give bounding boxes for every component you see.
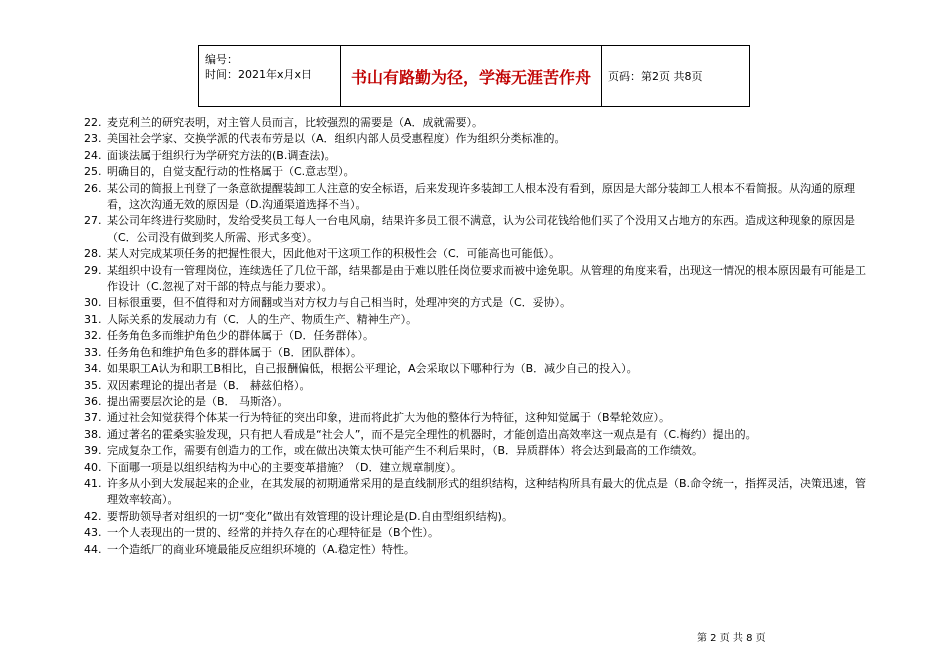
header-table (198, 45, 750, 107)
item-text: 目标很重要，但不值得和对方闹翻或当对方权力与自己相当时，处理冲突的方式是（C．妥协）。 (107, 296, 572, 310)
item-number: 26. (84, 181, 102, 195)
item-number: 39. (84, 444, 102, 458)
page-label: 页码：第2页 共8页 (608, 70, 703, 83)
item-text: 通过著名的霍桑实验发现，只有把人看成是“社会人”，而不是完全理性的机器时，才能创造出高效率这一观点是有（C.梅约）提出的。 (107, 427, 757, 441)
item-number: 36. (84, 394, 102, 408)
item-text: 面谈法属于组织行为学研究方法的(B.调查法)。 (107, 148, 336, 162)
item-number: 31. (84, 312, 102, 326)
list-item (84, 542, 874, 558)
item-text: 要帮助领导者对组织的一切“变化”做出有效管理的设计理论是(D.自由型组织结构)。 (107, 509, 513, 523)
list-item (84, 312, 874, 328)
number-label: 编号： (205, 53, 238, 66)
header-info-cell (199, 46, 341, 106)
item-text: 如果职工A认为和职工B相比，自己报酬偏低，根据公平理论，A会采取以下哪种行为（B．减少自己的投入）。 (107, 362, 638, 376)
item-text: 某组织中设有一管理岗位，连续选任了几位干部，结果都是由于难以胜任岗位要求而被中途免职。从管理的角度来看，出现这一情况的根本原因最有可能是工作设计（C.忽视了对干部的特点与能力要求）。 (107, 263, 866, 294)
list-item (84, 181, 874, 214)
item-text: 任务角色和维护角色多的群体属于（B．团队群体）。 (107, 345, 363, 359)
item-text: 提出需要层次论的是（B． 马斯洛）。 (107, 394, 289, 408)
item-number: 38. (84, 427, 102, 441)
item-text: 通过社会知觉获得个体某一行为特征的突出印象，进而将此扩大为他的整体行为特征，这种知觉属于（B晕轮效应）。 (107, 411, 671, 425)
item-number: 42. (84, 509, 102, 523)
item-number: 37. (84, 411, 102, 425)
list-item (84, 361, 874, 377)
item-text: 明确目的，自觉支配行动的性格属于（C.意志型）。 (107, 165, 355, 179)
list-item (84, 131, 874, 147)
item-text: 任务角色多而维护角色少的群体属于（D．任务群体）。 (107, 329, 374, 343)
list-item (84, 509, 874, 525)
item-text: 美国社会学家、交换学派的代表布劳是以（A．组织内部人员受惠程度）作为组织分类标准的。 (107, 132, 566, 146)
item-text: 麦克利兰的研究表明，对主管人员而言，比较强烈的需要是（A．成就需要）。 (107, 116, 484, 129)
list-item (84, 295, 874, 311)
item-number: 28. (84, 247, 102, 261)
list-item (84, 460, 874, 476)
item-number: 29. (84, 263, 102, 277)
item-number: 25. (84, 165, 102, 179)
item-text: 某公司年终进行奖励时，发给受奖员工每人一台电风扇，结果许多员工很不满意，认为公司花钱给他们买了个没用又占地方的东西。造成这种现象的原因是（C．公司没有做到奖人所需、形式多变）。 (107, 214, 855, 244)
item-text: 一个人表现出的一贯的、经常的并持久存在的心理特征是（B个性）。 (107, 526, 440, 540)
time-label: 时间：2021年x月x日 (205, 68, 313, 81)
item-number: 34. (84, 362, 102, 376)
item-text: 某人对完成某项任务的把握性很大，因此他对干这项工作的积极性会（C．可能高也可能低）。 (107, 247, 561, 261)
item-number: 35. (84, 378, 102, 392)
item-text: 完成复杂工作，需要有创造力的工作，或在做出决策太快可能产生不利后果时，（B．异质群体）将会达到最高的工作绩效。 (107, 444, 704, 458)
list-item (84, 476, 874, 509)
list-item (84, 148, 874, 164)
item-number: 24. (84, 148, 102, 162)
item-number: 23. (84, 132, 102, 146)
item-number: 33. (84, 345, 102, 359)
list-item (84, 525, 874, 541)
item-text: 许多从小到大发展起来的企业，在其发展的初期通常采用的是直线制形式的组织结构，这种结构所具有最大的优点是（B.命令统一，指挥灵活，决策迅速，管理效率较高）。 (107, 476, 867, 507)
item-number: 22. (84, 116, 102, 129)
item-number: 43. (84, 526, 102, 540)
item-number: 32. (84, 329, 102, 343)
item-text: 一个造纸厂的商业环境最能反应组织环境的（A.稳定性）特性。 (107, 542, 415, 556)
item-text: 下面哪一项是以组织结构为中心的主要变革措施？（D．建立规章制度）。 (107, 460, 462, 474)
list-item (84, 213, 874, 246)
list-item (84, 394, 874, 410)
item-number: 40. (84, 460, 102, 474)
list-item (84, 328, 874, 344)
item-number: 41. (84, 476, 102, 490)
list-item (84, 263, 874, 296)
motto: 书山有路勤为径，学海无涯苦作舟 (341, 46, 602, 106)
list-item (84, 115, 874, 131)
list-item (84, 164, 874, 180)
question-list (84, 115, 874, 558)
list-item (84, 345, 874, 361)
list-item (84, 427, 874, 443)
item-number: 44. (84, 542, 102, 556)
list-item (84, 378, 874, 394)
item-number: 30. (84, 296, 102, 310)
list-item (84, 443, 874, 459)
list-item (84, 410, 874, 426)
item-number: 27. (84, 214, 102, 228)
list-item (84, 246, 874, 262)
item-text: 双因素理论的提出者是（B． 赫兹伯格）。 (107, 378, 311, 392)
item-text: 某公司的简报上刊登了一条意欲提醒装卸工人注意的安全标语，后来发现许多装卸工人根本没有看到，原因是大部分装卸工人根本不看简报。从沟通的原理看，这次沟通无效的原因是（D.沟通渠道选择不当）。 (107, 181, 855, 212)
page-footer: 第 2 页 共 8 页 (697, 633, 766, 644)
item-text: 人际关系的发展动力有（C．人的生产、物质生产、精神生产）。 (107, 312, 418, 326)
